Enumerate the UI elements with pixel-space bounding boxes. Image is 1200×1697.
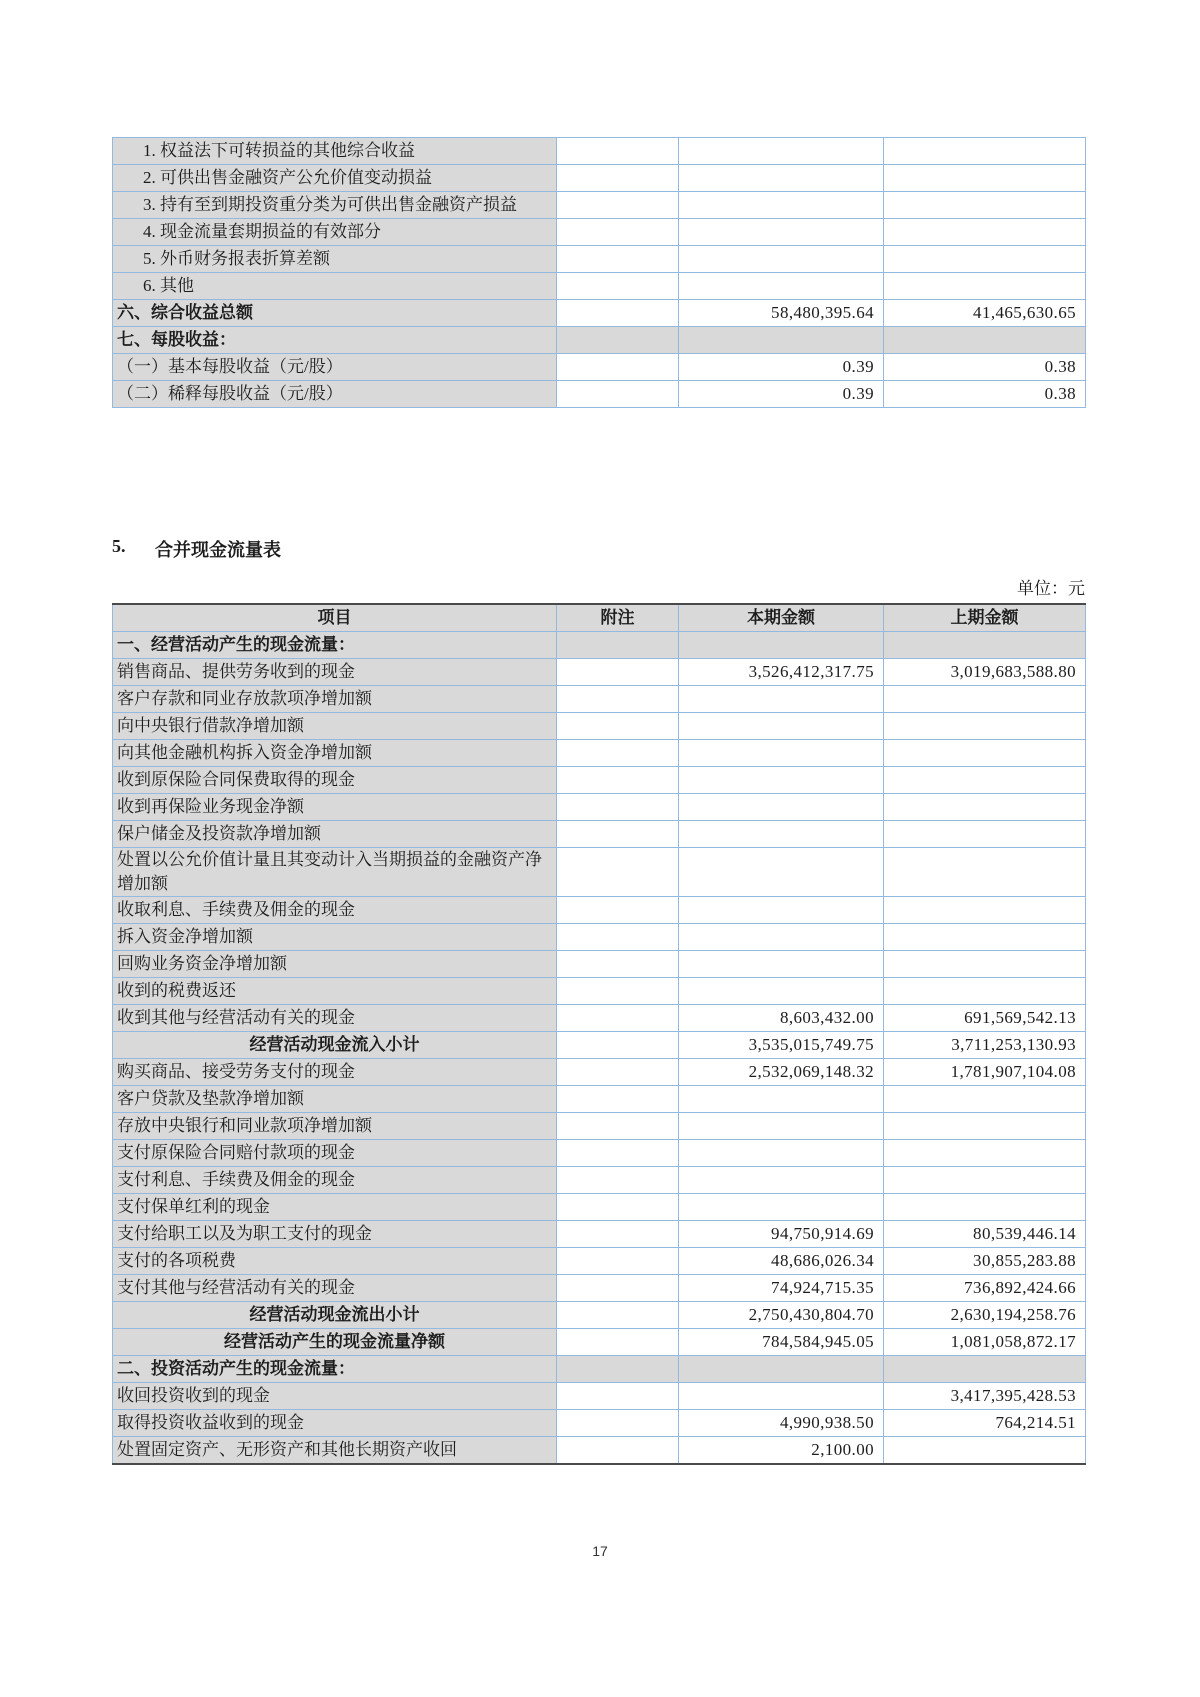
row-label-cell: 收回投资收到的现金 [113, 1383, 557, 1410]
table-row [113, 327, 1086, 354]
table-row [113, 1194, 1086, 1221]
row-label-cell: 向中央银行借款净增加额 [113, 713, 557, 740]
prior-amount-cell [884, 794, 1086, 821]
prior-amount-cell [884, 848, 1086, 897]
table-row [113, 632, 1086, 659]
row-label-cell: 七、每股收益： [113, 327, 557, 354]
note-cell [557, 300, 679, 327]
note-cell [557, 978, 679, 1005]
table-row [113, 300, 1086, 327]
note-cell [557, 1410, 679, 1437]
document-page [112, 0, 1085, 1465]
current-amount-cell [679, 1167, 884, 1194]
row-label-cell: 拆入资金净增加额 [113, 924, 557, 951]
row-label-cell: （一）基本每股收益（元/股） [113, 354, 557, 381]
current-amount-cell [679, 1086, 884, 1113]
row-label-cell: 客户存款和同业存放款项净增加额 [113, 686, 557, 713]
column-header: 项目 [113, 604, 557, 632]
row-label-cell: 存放中央银行和同业款项净增加额 [113, 1113, 557, 1140]
prior-amount-cell: 0.38 [884, 381, 1086, 408]
current-amount-cell [679, 1383, 884, 1410]
current-amount-cell: 2,750,430,804.70 [679, 1302, 884, 1329]
current-amount-cell: 2,532,069,148.32 [679, 1059, 884, 1086]
table-row [113, 192, 1086, 219]
prior-amount-cell [884, 1167, 1086, 1194]
table-row [113, 978, 1086, 1005]
row-label-cell: 支付原保险合同赔付款项的现金 [113, 1140, 557, 1167]
row-label-cell: 1. 权益法下可转损益的其他综合收益 [113, 138, 557, 165]
current-amount-cell: 0.39 [679, 354, 884, 381]
table-row [113, 1086, 1086, 1113]
row-label-cell: 支付利息、手续费及佣金的现金 [113, 1167, 557, 1194]
note-cell [557, 1086, 679, 1113]
table-row [113, 767, 1086, 794]
note-cell [557, 924, 679, 951]
current-amount-cell [679, 632, 884, 659]
note-cell [557, 1140, 679, 1167]
note-cell [557, 821, 679, 848]
current-amount-cell [679, 138, 884, 165]
note-cell [557, 767, 679, 794]
row-label-cell: （二）稀释每股收益（元/股） [113, 381, 557, 408]
table-row [113, 1248, 1086, 1275]
note-cell [557, 192, 679, 219]
table-row [113, 794, 1086, 821]
prior-amount-cell [884, 1140, 1086, 1167]
table-row [113, 1275, 1086, 1302]
current-amount-cell [679, 1140, 884, 1167]
table-row [113, 273, 1086, 300]
table-row [113, 659, 1086, 686]
current-amount-cell: 2,100.00 [679, 1437, 884, 1465]
table-row [113, 713, 1086, 740]
column-header: 附注 [557, 604, 679, 632]
current-amount-cell [679, 165, 884, 192]
table-row [113, 897, 1086, 924]
prior-amount-cell [884, 713, 1086, 740]
row-label-cell: 收到原保险合同保费取得的现金 [113, 767, 557, 794]
prior-amount-cell [884, 1086, 1086, 1113]
table-row [113, 1113, 1086, 1140]
table-row [113, 924, 1086, 951]
page-number: 17 [592, 1543, 608, 1559]
row-label-cell: 向其他金融机构拆入资金净增加额 [113, 740, 557, 767]
row-label-cell: 6. 其他 [113, 273, 557, 300]
row-label-cell: 收取利息、手续费及佣金的现金 [113, 897, 557, 924]
note-cell [557, 1356, 679, 1383]
note-cell [557, 1329, 679, 1356]
prior-amount-cell [884, 924, 1086, 951]
unit-label: 单位：元 [1017, 579, 1085, 598]
prior-amount-cell [884, 273, 1086, 300]
prior-amount-cell: 3,711,253,130.93 [884, 1032, 1086, 1059]
table-row [113, 1005, 1086, 1032]
table-row [113, 1167, 1086, 1194]
note-cell [557, 1032, 679, 1059]
prior-amount-cell [884, 246, 1086, 273]
prior-amount-cell [884, 821, 1086, 848]
prior-amount-cell: 1,081,058,872.17 [884, 1329, 1086, 1356]
current-amount-cell [679, 192, 884, 219]
current-amount-cell: 94,750,914.69 [679, 1221, 884, 1248]
row-label-cell: 经营活动现金流入小计 [113, 1032, 557, 1059]
current-amount-cell [679, 794, 884, 821]
cash-flow-statement-table [112, 603, 1086, 1465]
section-number: 5. [112, 536, 126, 556]
current-amount-cell [679, 897, 884, 924]
note-cell [557, 219, 679, 246]
prior-amount-cell [884, 1194, 1086, 1221]
table-row [113, 381, 1086, 408]
table-row [113, 821, 1086, 848]
prior-amount-cell [884, 1356, 1086, 1383]
note-cell [557, 1059, 679, 1086]
current-amount-cell: 48,686,026.34 [679, 1248, 884, 1275]
note-cell [557, 381, 679, 408]
row-label-cell: 支付给职工以及为职工支付的现金 [113, 1221, 557, 1248]
prior-amount-cell: 736,892,424.66 [884, 1275, 1086, 1302]
note-cell [557, 138, 679, 165]
column-header: 本期金额 [679, 604, 884, 632]
current-amount-cell [679, 767, 884, 794]
row-label-cell: 回购业务资金净增加额 [113, 951, 557, 978]
table-header-row [113, 604, 1086, 632]
note-cell [557, 1275, 679, 1302]
row-label-cell: 购买商品、接受劳务支付的现金 [113, 1059, 557, 1086]
note-cell [557, 951, 679, 978]
current-amount-cell [679, 273, 884, 300]
table-row [113, 219, 1086, 246]
table-row [113, 1302, 1086, 1329]
row-label-cell: 二、投资活动产生的现金流量： [113, 1356, 557, 1383]
table-row [113, 246, 1086, 273]
note-cell [557, 897, 679, 924]
note-cell [557, 686, 679, 713]
current-amount-cell [679, 1113, 884, 1140]
table-row [113, 740, 1086, 767]
row-label-cell: 处置固定资产、无形资产和其他长期资产收回 [113, 1437, 557, 1465]
current-amount-cell [679, 713, 884, 740]
current-amount-cell [679, 740, 884, 767]
table-row [113, 1221, 1086, 1248]
current-amount-cell [679, 951, 884, 978]
note-cell [557, 1248, 679, 1275]
prior-amount-cell: 1,781,907,104.08 [884, 1059, 1086, 1086]
current-amount-cell [679, 219, 884, 246]
table-row [113, 1410, 1086, 1437]
prior-amount-cell: 764,214.51 [884, 1410, 1086, 1437]
prior-amount-cell: 3,417,395,428.53 [884, 1383, 1086, 1410]
current-amount-cell: 0.39 [679, 381, 884, 408]
row-label-cell: 保户储金及投资款净增加额 [113, 821, 557, 848]
current-amount-cell [679, 978, 884, 1005]
current-amount-cell [679, 1356, 884, 1383]
note-cell [557, 165, 679, 192]
prior-amount-cell [884, 767, 1086, 794]
prior-amount-cell: 691,569,542.13 [884, 1005, 1086, 1032]
table-row [113, 1032, 1086, 1059]
note-cell [557, 354, 679, 381]
row-label-cell: 支付其他与经营活动有关的现金 [113, 1275, 557, 1302]
row-label-cell: 4. 现金流量套期损益的有效部分 [113, 219, 557, 246]
row-label-cell: 收到再保险业务现金净额 [113, 794, 557, 821]
note-cell [557, 659, 679, 686]
note-cell [557, 713, 679, 740]
row-label-cell: 六、综合收益总额 [113, 300, 557, 327]
table-row [113, 951, 1086, 978]
note-cell [557, 246, 679, 273]
prior-amount-cell [884, 686, 1086, 713]
note-cell [557, 740, 679, 767]
note-cell [557, 1437, 679, 1465]
current-amount-cell [679, 821, 884, 848]
prior-amount-cell [884, 951, 1086, 978]
note-cell [557, 1194, 679, 1221]
table-row [113, 165, 1086, 192]
row-label-cell: 5. 外币财务报表折算差额 [113, 246, 557, 273]
current-amount-cell: 58,480,395.64 [679, 300, 884, 327]
prior-amount-cell [884, 1437, 1086, 1465]
row-label-cell: 收到其他与经营活动有关的现金 [113, 1005, 557, 1032]
row-label-cell: 一、经营活动产生的现金流量： [113, 632, 557, 659]
row-label-cell: 销售商品、提供劳务收到的现金 [113, 659, 557, 686]
current-amount-cell: 4,990,938.50 [679, 1410, 884, 1437]
note-cell [557, 273, 679, 300]
current-amount-cell: 784,584,945.05 [679, 1329, 884, 1356]
table-row [113, 1059, 1086, 1086]
current-amount-cell: 74,924,715.35 [679, 1275, 884, 1302]
section-heading [112, 536, 1085, 562]
note-cell [557, 1383, 679, 1410]
prior-amount-cell [884, 219, 1086, 246]
table-row [113, 686, 1086, 713]
prior-amount-cell: 3,019,683,588.80 [884, 659, 1086, 686]
prior-amount-cell: 80,539,446.14 [884, 1221, 1086, 1248]
current-amount-cell [679, 327, 884, 354]
row-label-cell: 经营活动产生的现金流量净额 [113, 1329, 557, 1356]
prior-amount-cell: 41,465,630.65 [884, 300, 1086, 327]
prior-amount-cell [884, 327, 1086, 354]
prior-amount-cell [884, 897, 1086, 924]
current-amount-cell: 3,535,015,749.75 [679, 1032, 884, 1059]
prior-amount-cell: 2,630,194,258.76 [884, 1302, 1086, 1329]
table-row [113, 1383, 1086, 1410]
note-cell [557, 632, 679, 659]
row-label-cell: 收到的税费返还 [113, 978, 557, 1005]
row-label-cell: 3. 持有至到期投资重分类为可供出售金融资产损益 [113, 192, 557, 219]
prior-amount-cell [884, 740, 1086, 767]
current-amount-cell [679, 1194, 884, 1221]
note-cell [557, 1221, 679, 1248]
row-label-cell: 取得投资收益收到的现金 [113, 1410, 557, 1437]
table-row [113, 848, 1086, 897]
row-label-cell: 客户贷款及垫款净增加额 [113, 1086, 557, 1113]
current-amount-cell: 8,603,432.00 [679, 1005, 884, 1032]
prior-amount-cell [884, 1113, 1086, 1140]
current-amount-cell [679, 686, 884, 713]
table-row [113, 354, 1086, 381]
table-row [113, 1329, 1086, 1356]
section-title: 合并现金流量表 [155, 540, 281, 560]
row-label-cell: 支付保单红利的现金 [113, 1194, 557, 1221]
prior-amount-cell [884, 632, 1086, 659]
note-cell [557, 794, 679, 821]
prior-amount-cell [884, 978, 1086, 1005]
table-row [113, 1140, 1086, 1167]
table-row [113, 1356, 1086, 1383]
note-cell [557, 1167, 679, 1194]
note-cell [557, 1113, 679, 1140]
prior-amount-cell [884, 165, 1086, 192]
prior-amount-cell [884, 138, 1086, 165]
prior-amount-cell [884, 192, 1086, 219]
prior-amount-cell: 0.38 [884, 354, 1086, 381]
current-amount-cell [679, 848, 884, 897]
note-cell [557, 327, 679, 354]
row-label-cell: 处置以公允价值计量且其变动计入当期损益的金融资产净增加额 [113, 848, 557, 897]
note-cell [557, 848, 679, 897]
table-row [113, 138, 1086, 165]
row-label-cell: 2. 可供出售金融资产公允价值变动损益 [113, 165, 557, 192]
note-cell [557, 1302, 679, 1329]
table-row [113, 1437, 1086, 1465]
current-amount-cell: 3,526,412,317.75 [679, 659, 884, 686]
prior-amount-cell: 30,855,283.88 [884, 1248, 1086, 1275]
current-amount-cell [679, 246, 884, 273]
column-header: 上期金额 [884, 604, 1086, 632]
row-label-cell: 经营活动现金流出小计 [113, 1302, 557, 1329]
row-label-cell: 支付的各项税费 [113, 1248, 557, 1275]
current-amount-cell [679, 924, 884, 951]
income-statement-continuation-table [112, 137, 1086, 408]
note-cell [557, 1005, 679, 1032]
